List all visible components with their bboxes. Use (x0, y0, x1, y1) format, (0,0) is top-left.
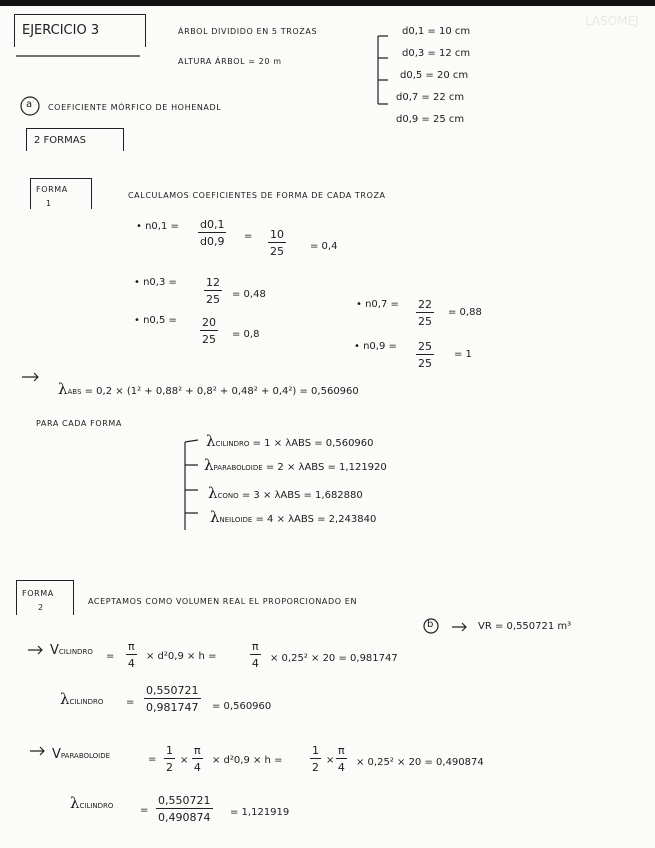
numerator: π (338, 744, 345, 757)
n09-result: = 1 (454, 349, 472, 360)
equals: = (106, 651, 115, 662)
lambda-cilindro (206, 434, 374, 449)
lambda-paraboloide-fraction (156, 794, 213, 824)
lambda-abs-equation (58, 382, 359, 397)
diameter-item: d0,9 = 25 cm (396, 114, 465, 125)
one-half (164, 744, 175, 774)
forma1-label: FORMA (36, 185, 68, 194)
n05-result: = 0,8 (232, 329, 260, 340)
lambda-symbol: λ (58, 380, 68, 398)
para-cada-forma: PARA CADA FORMA (36, 419, 122, 428)
numerator: π (128, 640, 135, 653)
equals: = (148, 754, 157, 765)
n09-fraction (416, 340, 434, 370)
n01-fraction-values (268, 228, 286, 258)
v-symbol: V (52, 747, 61, 762)
pi-over-4 (336, 744, 347, 774)
n01-fraction (198, 218, 226, 248)
section-a-title: COEFICIENTE MÓRFICO DE HOHENADL (48, 103, 222, 112)
v-paraboloide-values: × 0,25² × 20 = 0,490874 (356, 757, 484, 768)
numerator: 20 (202, 316, 216, 329)
n03-label: • n0,3 = (134, 277, 177, 288)
lambda-paraboloide (204, 458, 387, 473)
exercise-title: EJERCICIO 3 (22, 23, 100, 38)
lambda-cilindro-fraction (144, 684, 201, 714)
subscript: CILINDRO (58, 648, 93, 656)
real-volume: VR = 0,550721 m³ (478, 621, 572, 632)
lambda-value: = 4 × λABS = 2,243840 (255, 514, 377, 525)
n05-label: • n0,5 = (134, 315, 177, 326)
diameter-item: d0,5 = 20 cm (400, 70, 469, 81)
subscript: ABS (67, 388, 82, 396)
denominator: 0,490874 (158, 811, 211, 824)
forma2-intro: ACEPTAMOS COMO VOLUMEN REAL EL PROPORCIONADO EN (88, 597, 358, 606)
v-cilindro-label (50, 644, 93, 657)
denominator: 4 (337, 761, 345, 774)
v-symbol: V (50, 643, 59, 658)
subscript: NEILOIDE (219, 516, 253, 524)
lambda-cono (208, 486, 363, 501)
subscript: CILINDRO (69, 698, 104, 706)
forma1-intro: CALCULAMOS COEFICIENTES DE FORMA DE CADA TROZA (128, 191, 386, 200)
lambda-paraboloide-2 (70, 796, 113, 811)
n01-result: = 0,4 (310, 241, 338, 252)
numerator: 0,550721 (146, 684, 199, 697)
v-paraboloide-label (52, 748, 110, 761)
n01-label: • n0,1 = (136, 221, 179, 232)
tree-description: ÁRBOL DIVIDIDO EN 5 TROZAS (178, 27, 318, 36)
one-half (310, 744, 321, 774)
lambda-symbol: λ (70, 794, 80, 812)
denominator: 25 (206, 293, 220, 306)
times: × (180, 755, 189, 766)
numerator: π (252, 640, 259, 653)
lambda-value: = 3 × λABS = 1,682880 (241, 490, 363, 501)
denominator: 4 (193, 761, 201, 774)
lambda-cilindro-result: = 0,560960 (212, 701, 272, 712)
n03-result: = 0,48 (232, 289, 266, 300)
lambda-neiloide (210, 510, 376, 525)
subscript: PARABOLOIDE (60, 752, 111, 760)
lambda-value: = 2 × λABS = 1,121920 (265, 462, 387, 473)
denominator: 0,981747 (146, 701, 199, 714)
times: × (326, 755, 335, 766)
lambda-symbol: λ (204, 456, 214, 474)
forma2-number: 2 (38, 603, 44, 612)
n03-fraction (204, 276, 222, 306)
lambda-symbol: λ (208, 484, 218, 502)
n09-label: • n0,9 = (354, 341, 397, 352)
lambda-symbol: λ (206, 432, 216, 450)
subscript: PARABOLOIDE (213, 464, 263, 472)
numerator: 0,550721 (158, 794, 211, 807)
circled-b: b (427, 619, 434, 630)
v-cilindro-values: × 0,25² × 20 = 0,981747 (270, 653, 398, 664)
subscript: CONO (217, 492, 239, 500)
diameter-item: d0,7 = 22 cm (396, 92, 465, 103)
denominator: 4 (251, 657, 259, 670)
n07-result: = 0,88 (448, 307, 482, 318)
numerator: d0,1 (200, 218, 225, 231)
numerator: 12 (206, 276, 220, 289)
denominator: 2 (312, 761, 319, 774)
pi-over-4 (126, 640, 137, 670)
equals: = (140, 805, 149, 816)
lambda-symbol: λ (60, 690, 70, 708)
denominator: 4 (127, 657, 135, 670)
forma2-label: FORMA (22, 589, 54, 598)
equals: = (244, 231, 253, 242)
n05-fraction (200, 316, 218, 346)
tree-height: ALTURA ÁRBOL = 20 m (178, 57, 282, 66)
pi-over-4 (250, 640, 261, 670)
v-paraboloide-formula: × d²0,9 × h = (212, 755, 283, 766)
diameter-item: d0,1 = 10 cm (402, 26, 471, 37)
lambda-paraboloide-result: = 1,121919 (230, 807, 290, 818)
diameter-item: d0,3 = 12 cm (402, 48, 471, 59)
numerator: 1 (312, 744, 319, 757)
section-letter: a (26, 99, 33, 110)
denominator: 2 (166, 761, 173, 774)
numerator: π (194, 744, 201, 757)
two-forms-label: 2 FORMAS (34, 135, 86, 146)
denominator: 25 (418, 357, 432, 370)
denominator: 25 (202, 333, 216, 346)
v-cilindro-formula: × d²0,9 × h = (146, 651, 217, 662)
denominator: 25 (270, 245, 284, 258)
lambda-abs-expression: = 0,2 × (1² + 0,88² + 0,8² + 0,48² + 0,4²) = 0,560960 (84, 386, 359, 397)
lambda-value: = 1 × λABS = 0,560960 (252, 438, 374, 449)
denominator: d0,9 (200, 235, 225, 248)
lambda-symbol: λ (210, 508, 220, 526)
pi-over-4 (192, 744, 203, 774)
n07-fraction (416, 298, 434, 328)
bleed-through-text: LASOMEJ (585, 14, 639, 28)
subscript: CILINDRO (79, 802, 114, 810)
subscript: CILINDRO (215, 440, 250, 448)
denominator: 25 (418, 315, 432, 328)
lambda-cilindro-2 (60, 692, 103, 707)
numerator: 1 (166, 744, 173, 757)
numerator: 25 (418, 340, 432, 353)
equals: = (126, 697, 135, 708)
numerator: 22 (418, 298, 432, 311)
n07-label: • n0,7 = (356, 299, 399, 310)
forma1-number: 1 (46, 199, 52, 208)
numerator: 10 (270, 228, 284, 241)
